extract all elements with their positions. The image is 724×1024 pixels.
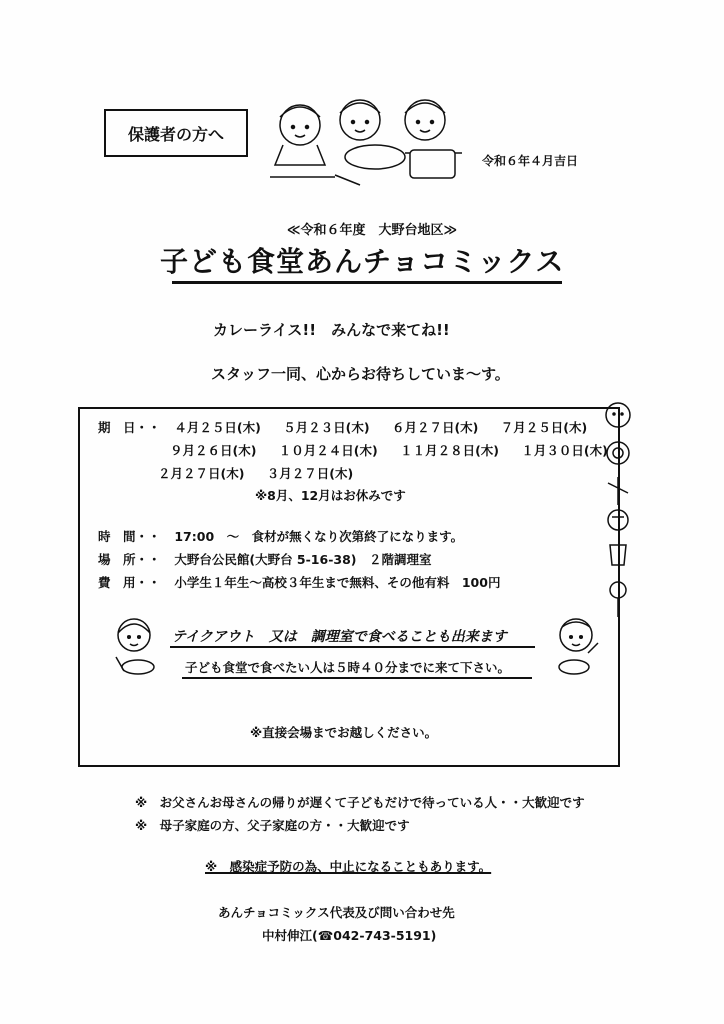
holiday-note: ※8月、12月はお休みです (255, 488, 406, 503)
fee-label: 費 用・・ (98, 575, 161, 590)
schedule-row-1 (98, 418, 605, 436)
welcome-note-2: ※ 母子家庭の方、父子家庭の方・・大歓迎です (135, 818, 410, 833)
recipient-label: 保護者の方へ (127, 124, 224, 144)
fee-value: 小学生１年生～高校３年生まで無料、その他有料 100円 (174, 575, 501, 590)
schedule-row-3 (158, 464, 371, 482)
cancellation-note: ※ 感染症予防の為、中止になることもあります。 (205, 859, 492, 874)
place-label: 場 所・・ (98, 552, 161, 567)
time-value: 17:00 ～ 食材が無くなり次第終了になります。 (174, 529, 464, 544)
contact-person: 中村伸江(☎042-743-5191) (262, 928, 437, 943)
schedule-date: １月３０日(木) (521, 443, 608, 458)
deadline-underline (182, 677, 532, 679)
issue-date: 令和６年４月吉日 (482, 154, 579, 168)
schedule-label: 期 日・・ (98, 420, 161, 435)
title-underline (172, 281, 562, 284)
schedule-date: ３月２７日(木) (266, 466, 354, 481)
schedule-date: ５月２３日(木) (283, 420, 370, 435)
schedule-date: ９月２６日(木) (170, 443, 257, 458)
schedule-date: ４月２５日(木) (174, 420, 261, 435)
girl-eating-illustration (110, 615, 162, 680)
schedule-date: ７月２５日(木) (500, 420, 588, 435)
deadline-text: 子ども食堂で食べたい人は５時４０分までに来て下さい。 (185, 660, 511, 675)
time-label: 時 間・・ (98, 529, 161, 544)
event-title: 子ども食堂あんチョコミックス (160, 245, 565, 278)
menu-line: カレーライス!! みんなで来てね!! (213, 321, 450, 339)
event-subtitle: ≪令和６年度 大野台地区≫ (286, 223, 458, 238)
takeout-underline (170, 646, 535, 648)
time-row (98, 527, 463, 545)
schedule-date: ２月２７日(木) (158, 466, 245, 481)
welcome-note-1: ※ お父さんお母さんの帰りが遅くて子どもだけで待っている人・・大歓迎です (135, 795, 585, 810)
recipient-box (104, 109, 248, 157)
takeout-text: テイクアウト 又は 調理室で食べることも出来ます (172, 629, 507, 645)
fee-row (98, 573, 500, 591)
boy-eating-illustration (550, 615, 602, 680)
schedule-date: ６月２７日(木) (391, 420, 479, 435)
kitchen-tools-decoration (598, 395, 638, 620)
schedule-date: １０月２４日(木) (278, 443, 378, 458)
schedule-row-2 (170, 441, 626, 459)
schedule-date: １１月２８日(木) (400, 443, 500, 458)
direct-visit-note: ※直接会場までお越しください。 (250, 725, 438, 740)
contact-heading: あんチョコミックス代表及び問い合わせ先 (218, 905, 455, 920)
cooking-children-illustration (265, 95, 470, 190)
welcome-line: スタッフ一同、心からお待ちしていま〜す。 (211, 365, 510, 383)
place-value: 大野台公民館(大野台 5-16-38) ２階調理室 (174, 552, 432, 567)
place-row (98, 550, 432, 568)
